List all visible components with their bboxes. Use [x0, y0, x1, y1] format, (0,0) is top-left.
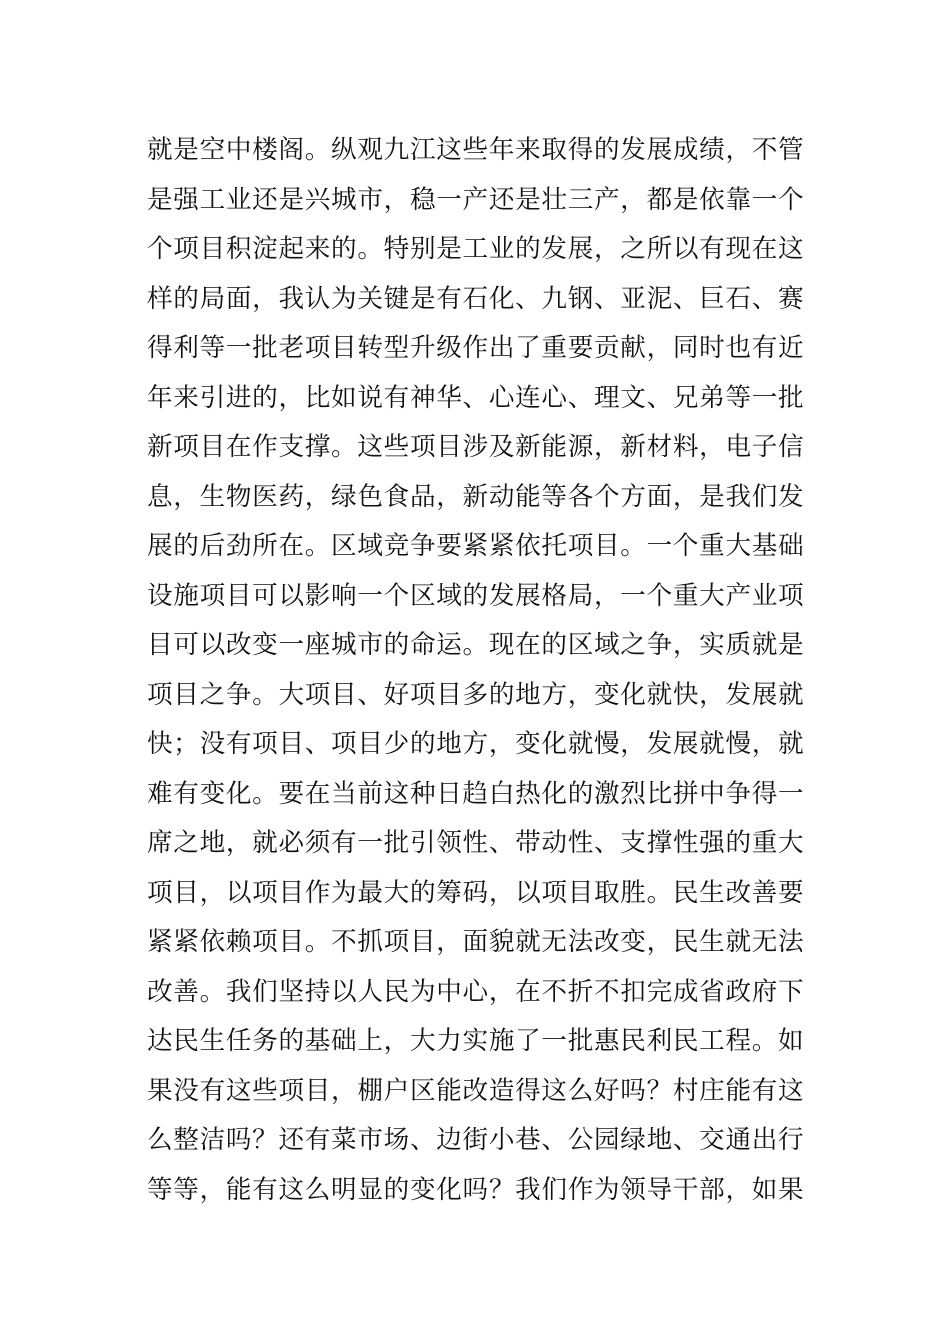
text-line: 紧紧依赖项目。不抓项目，面貌就无法改变，民生就无法	[147, 927, 805, 957]
text-line: 新项目在作支撑。这些项目涉及新能源，新材料，电子信	[147, 432, 805, 462]
text-line: 果没有这些项目，棚户区能改造得这么好吗？村庄能有这	[147, 1075, 805, 1106]
text-line: 展的后劲所在。区域竞争要紧紧依托项目。一个重大基础	[147, 531, 805, 561]
body-paragraph	[147, 126, 807, 1215]
text-line: 就是空中楼阁。纵观九江这些年来取得的发展成绩，不管	[147, 135, 805, 165]
text-line: 么整洁吗？还有菜市场、边街小巷、公园绿地、交通出行	[147, 1125, 805, 1155]
text-line: 是强工业还是兴城市，稳一产还是壮三产，都是依靠一个	[147, 184, 805, 215]
text-line: 息，生物医药，绿色食品，新动能等各个方面，是我们发	[147, 481, 805, 512]
text-line: 等等，能有这么明显的变化吗？我们作为领导干部，如果	[147, 1174, 805, 1205]
text-line: 得利等一批老项目转型升级作出了重要贡献，同时也有近	[147, 333, 805, 363]
text-line: 席之地，就必须有一批引领性、带动性、支撑性强的重大	[147, 828, 805, 858]
text-line: 项目，以项目作为最大的筹码，以项目取胜。民生改善要	[147, 877, 805, 908]
text-line: 年来引进的，比如说有神华、心连心、理文、兄弟等一批	[147, 382, 805, 413]
text-line: 难有变化。要在当前这种日趋白热化的激烈比拼中争得一	[147, 778, 805, 809]
text-line: 样的局面，我认为关键是有石化、九钢、亚泥、巨石、赛	[147, 283, 805, 314]
text-line: 设施项目可以影响一个区域的发展格局，一个重大产业项	[147, 580, 805, 611]
text-line: 改善。我们坚持以人民为中心，在不折不扣完成省政府下	[147, 976, 805, 1007]
text-line: 项目之争。大项目、好项目多的地方，变化就快，发展就	[147, 679, 805, 710]
text-line: 目可以改变一座城市的命运。现在的区域之争，实质就是	[147, 630, 805, 660]
text-line: 快；没有项目、项目少的地方，变化就慢，发展就慢，就	[147, 729, 805, 759]
text-line: 达民生任务的基础上，大力实施了一批惠民利民工程。如	[147, 1026, 805, 1056]
text-line: 个项目积淀起来的。特别是工业的发展，之所以有现在这	[147, 234, 805, 264]
